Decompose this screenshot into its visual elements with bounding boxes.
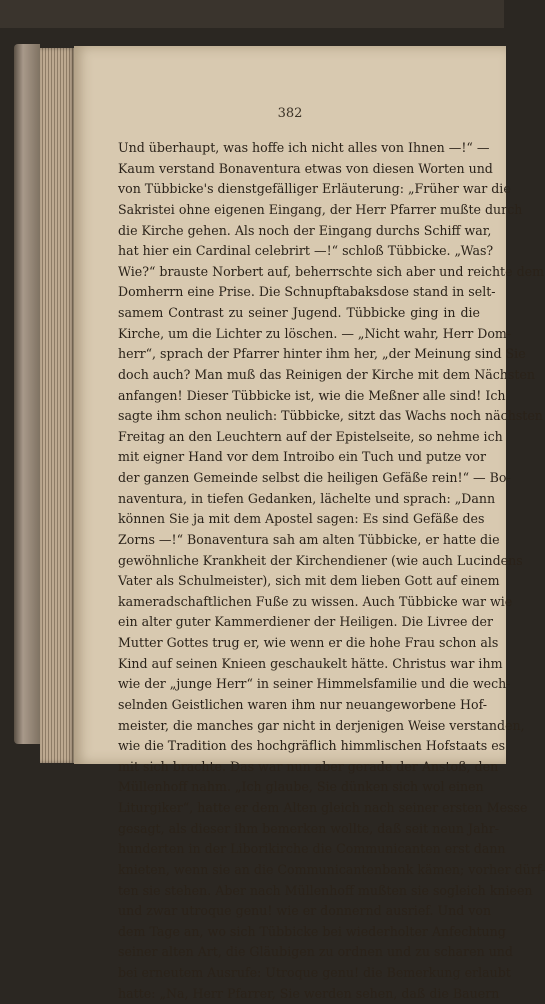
text-line: knieten, wenn sie an die Communicantenbank kämen; vorher dürf- bbox=[118, 861, 545, 877]
text-line: bei erneutem Ausrufe: Utroque genu! die Bemerkung erlaubt bbox=[118, 965, 511, 980]
text-line: Freitag an den Leuchtern auf der Epistelseite, so nehme ich bbox=[118, 428, 503, 444]
text-line: doch auch? Man muß das Reinigen der Kirche mit dem Nächsten bbox=[118, 366, 535, 382]
text-line: Kaum verstand Bonaventura etwas von diesen Worten und bbox=[118, 160, 493, 176]
book bbox=[4, 20, 545, 1001]
text-line: mit eigner Hand vor dem Introibo ein Tuch und putze vor bbox=[118, 449, 487, 465]
text-line: ten sie stehen. Aber nach Müllenhoff mußten sie sogleich knieen bbox=[118, 882, 533, 898]
text-line: hatte: „Na, Herr Pfarrer, Sie werden sehen, daß die Bauern bbox=[118, 985, 500, 1001]
text-line: die Kirche gehen. Als noch der Eingang durchs Schiff war, bbox=[118, 222, 492, 238]
text-line: Kind auf seinen Knieen geschaukelt hätte. Christus war ihm bbox=[118, 655, 503, 671]
text-line: gewöhnliche Krankheit der Kirchendiener (wie auch Lucindens bbox=[118, 552, 523, 568]
text-line: Zorns —!“ Bonaventura sah am alten Tübbicke, er hatte die bbox=[118, 531, 500, 547]
text-line: der ganzen Gemeinde selbst die heiligen Gefäße rein!“ — Bo- bbox=[118, 470, 511, 485]
text-line: herr“, sprach der Pfarrer hinter ihm her, „der Meinung sind Sie bbox=[118, 346, 526, 362]
text-line: seiner alten Art, die Gläubigen zu ordnen und zu scharen und bbox=[118, 944, 513, 960]
text-line: Wie?“ brauste Norbert auf, beherrschte sich aber und reichte dem bbox=[118, 263, 545, 279]
text-line: und zwar utroque genu! wie er donnernd ausrief. Und von bbox=[118, 903, 492, 919]
page-text bbox=[118, 138, 545, 1004]
text-line: Liturgiker“, hatte er dem Alten gleich nach seiner ersten Messe bbox=[118, 800, 528, 815]
text-line: dem Tage an, wo sich Tübbicke bei wiederholter Anfechtung bbox=[118, 923, 506, 939]
text-line: von Tübbicke's dienstgefälliger Erläuterung: „Früher war die bbox=[118, 181, 511, 197]
page-stack-edge bbox=[40, 48, 74, 763]
text-line: Müllenhoff nahm. „Ich glaube, Sie dünken sich wol einen bbox=[118, 779, 484, 795]
text-line: kameradschaftlichen Fuße zu wissen. Auch Tübbicke war wie bbox=[118, 593, 513, 609]
text-line: meister, die manches gar nicht in derjenigen Weise verstanden, bbox=[118, 717, 525, 733]
text-line: mit sich brachte. Das war nun aber gerade der Anstoß, den bbox=[118, 758, 499, 774]
text-line: anfangen! Dieser Tübbicke ist, wie die Meßner alle sind! Ich bbox=[118, 387, 506, 403]
text-line: Kirche, um die Lichter zu löschen. — „Nicht wahr, Herr Dom- bbox=[118, 325, 512, 341]
text-line: Domherrn eine Prise. Die Schnupftabaksdose stand in selt- bbox=[118, 284, 496, 300]
text-line: Und überhaupt, was hoffe ich nicht alles von Ihnen —!“ — bbox=[118, 140, 490, 155]
text-line: sagte ihm schon neulich: Tübbicke, sitzt das Wachs noch nächsten bbox=[118, 408, 543, 424]
text-line: können Sie ja mit dem Apostel sagen: Es sind Gefäße des bbox=[118, 511, 485, 527]
text-line: wie die Tradition des hochgräflich himmlischen Hofstaats es bbox=[118, 738, 506, 754]
book-spine bbox=[14, 44, 40, 744]
text-line: ein alter guter Kammerdiener der Heiligen. Die Livree der bbox=[118, 614, 494, 630]
text-line: Sakristei ohne eigenen Eingang, der Herr Pfarrer mußte durch bbox=[118, 201, 523, 217]
text-line: selnden Geistlichen waren ihm nur neuangeworbene Hof- bbox=[118, 696, 488, 712]
text-line: hunderten in der Liborikirche die Communicanten erst dann bbox=[118, 841, 506, 857]
text-line: wie der „junge Herr“ in seiner Himmelsfamilie und die wech- bbox=[118, 676, 511, 692]
text-line: samem Contrast zu seiner Jugend. Tübbicke ging in die bbox=[118, 305, 480, 320]
text-line: naventura, in tiefen Gedanken, lächelte und sprach: „Dann bbox=[118, 490, 496, 506]
text-line: Vater als Schulmeister), sich mit dem lieben Gott auf einem bbox=[118, 573, 500, 589]
text-line: hat hier ein Cardinal celebrirt —!“ schloß Tübbicke. „Was? bbox=[118, 243, 494, 259]
book-page bbox=[74, 46, 545, 1001]
text-line: gesagt, als dieser ihm bemerken wollte, daß seit neun Jahr- bbox=[118, 820, 499, 836]
page-number: 382 bbox=[277, 106, 303, 121]
text-line: Mutter Gottes trug er, wie wenn er die hohe Frau schon als bbox=[118, 635, 499, 650]
